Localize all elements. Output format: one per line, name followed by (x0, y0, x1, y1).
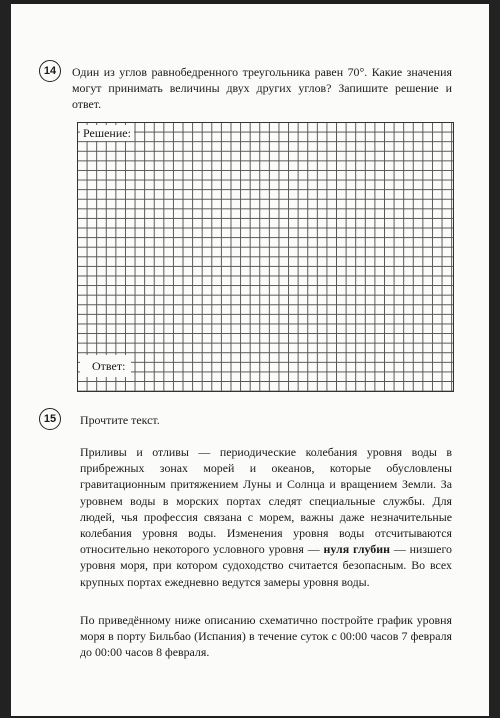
task-15-paragraph-2: По приведённому ниже описанию схематично постройте график уровня моря в порту Бильбао (Испания) в течение суток с 00:00 часов 7 февраля до 00:00 часов 8 февраля. (80, 613, 452, 660)
paragraph-1-text-start: Приливы и отливы — периодические колебания уровня воды в прибрежных зонах морей и океанов, которые обусловлены гравитационным притяжением Луны и Солнца и вращением Земли. За уровнем воды в морских портах следят специальные службы. Для людей, чья профессия связана с морем, важны даже незначительные колебания уровня воды. Изменения уровня воды отсчитываются относительно некоторого условного уровня — (80, 445, 452, 557)
task-14-text: Один из углов равнобедренного треугольника равен 70°. Какие значения могут принимать величины двух других углов? Запишите решение и ответ. (72, 65, 452, 112)
answer-grid[interactable] (77, 122, 454, 392)
zero-depth-term: нуля глубин (323, 542, 390, 557)
task-14-number: 14 (39, 60, 61, 82)
paragraph-1-text-end: — низшего уровня моря, при котором судоходство считается безопасным. Во всех крупных портах ежедневно ведутся замеры уровня воды. (80, 542, 452, 589)
right-scan-border (489, 0, 500, 718)
task-15-number: 15 (39, 408, 61, 430)
left-scan-border (0, 0, 11, 718)
task-15-heading: Прочтите текст. (80, 413, 160, 427)
solution-label: Решение: (80, 125, 134, 141)
answer-label: Ответ: (80, 355, 131, 377)
task-15-paragraph-1 (80, 444, 452, 590)
